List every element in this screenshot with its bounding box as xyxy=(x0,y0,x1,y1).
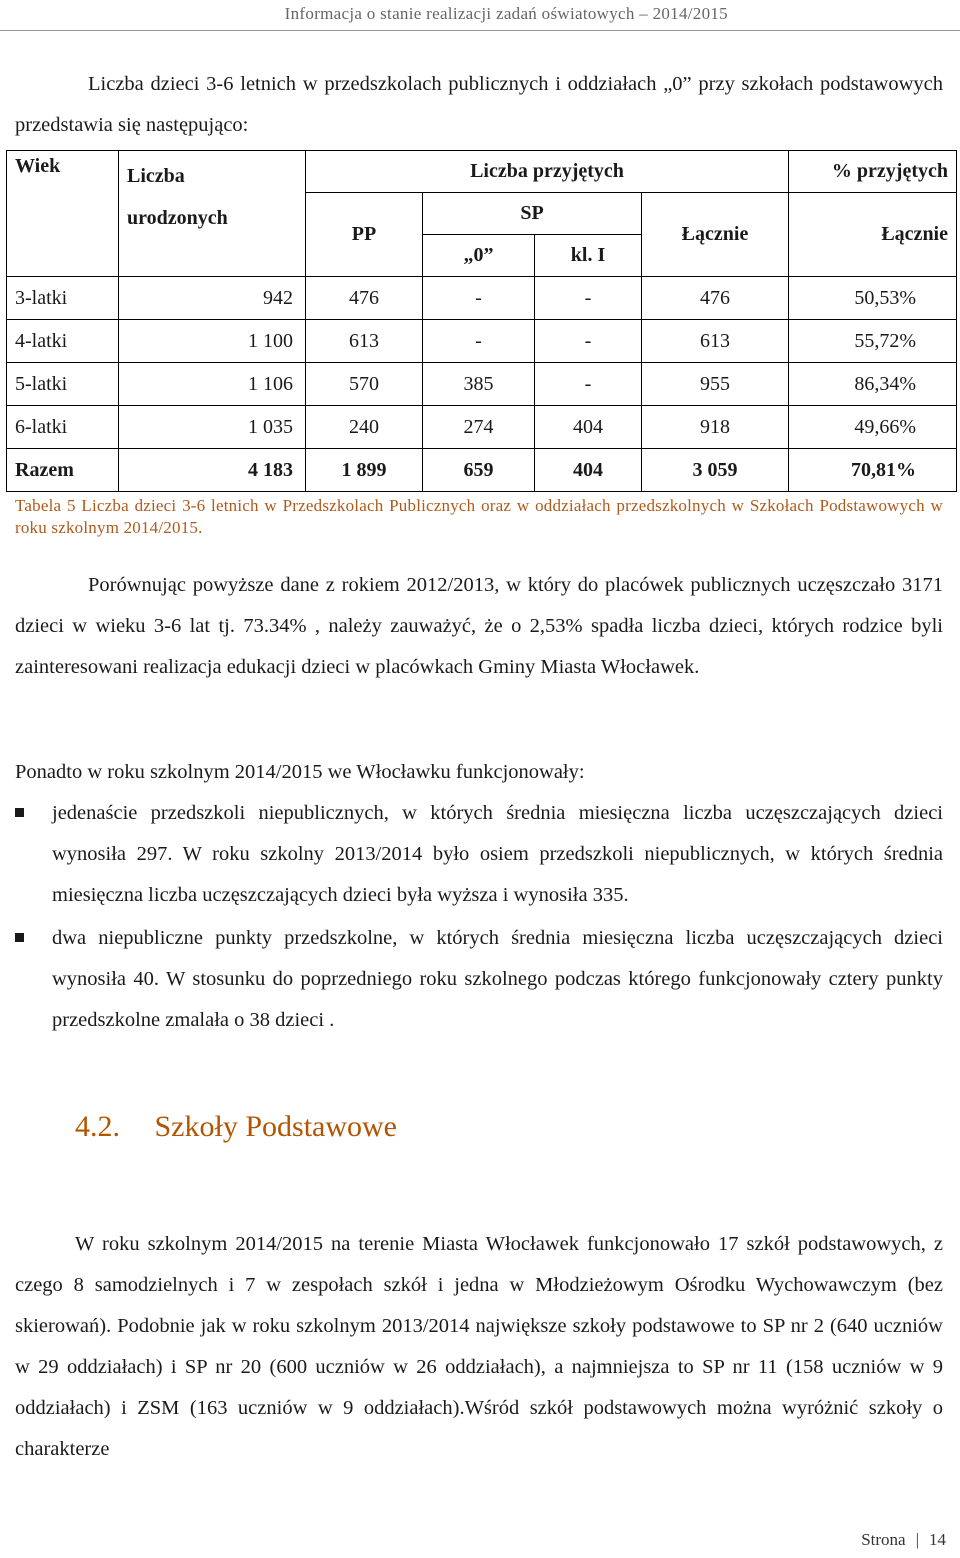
cell-zero: - xyxy=(423,320,535,363)
page-number: 14 xyxy=(929,1530,946,1549)
cell-total: 955 xyxy=(642,363,789,406)
table-row xyxy=(7,277,957,320)
header-admitted: Liczba przyjętych xyxy=(306,151,789,193)
header-divider xyxy=(0,30,960,31)
cell-age: 6-latki xyxy=(7,406,119,449)
header-total-percent: Łącznie xyxy=(789,193,957,277)
cell-age: 4-latki xyxy=(7,320,119,363)
cell-pp: 476 xyxy=(306,277,423,320)
cell-kl1: - xyxy=(535,363,642,406)
cell-percent: 50,53% xyxy=(789,277,957,320)
square-bullet-icon xyxy=(15,808,24,817)
cell-percent: 86,34% xyxy=(789,363,957,406)
bullet-text: dwa niepubliczne punkty przedszkolne, w których średnia miesięczna liczba uczęszczających dzieci wynosiła 40. W stosunku do poprzedniego roku szkolnego podczas którego funkcjonowały cztery punkty przedszkolne zmalała o 38 dzieci . xyxy=(52,927,943,1031)
header-age: Wiek xyxy=(7,151,119,277)
bullet-item xyxy=(15,918,943,1041)
table-row xyxy=(7,320,957,363)
header-zero: „0” xyxy=(423,235,535,277)
section-title: Szkoły Podstawowe xyxy=(154,1110,397,1143)
cell-total: 476 xyxy=(642,277,789,320)
additionally-paragraph: Ponadto w roku szkolnym 2014/2015 we Włocławku funkcjonowały: xyxy=(15,761,585,783)
comparison-paragraph: Porównując powyższe dane z rokiem 2012/2013, w który do placówek publicznych uczęszczało 3171 dzieci w wieku 3-6 lat tj. 73.34% , należy zauważyć, że o 2,53% spadła liczba dzieci, których rodzice byli zainteresowani realizacja edukacji dzieci w placówkach Gminy Miasta Włocławek. xyxy=(15,574,943,678)
table-total-row xyxy=(7,449,957,492)
bullet-list xyxy=(15,793,943,1043)
header-kl1: kl. I xyxy=(535,235,642,277)
header-sp: SP xyxy=(423,193,642,235)
cell-kl1: - xyxy=(535,277,642,320)
cell-age: Razem xyxy=(7,449,119,492)
cell-total: 3 059 xyxy=(642,449,789,492)
table-body xyxy=(7,277,957,492)
cell-births: 1 035 xyxy=(119,406,306,449)
cell-kl1: - xyxy=(535,320,642,363)
schools-paragraph: W roku szkolnym 2014/2015 na terenie Miasta Włocławek funkcjonowało 17 szkół podstawowych, z czego 8 samodzielnych i 7 w zespołach szkół i jedna w Młodzieżowym Ośrodku Wychowawczym (bez skierowań). Podobnie jak w roku szkolnym 2013/2014 największe szkoły podstawowe to SP nr 2 (640 uczniów w 29 oddziałach) i SP nr 20 (600 uczniów w 26 oddziałach), a najmniejsza to SP nr 11 (158 uczniów w 9 oddziałach) i ZSM (163 uczniów w 9 oddziałach).Wśród szkół podstawowych można wyróżnić szkoły o charakterze xyxy=(15,1233,943,1460)
table-row xyxy=(7,363,957,406)
header-births-line1: Liczba xyxy=(127,165,185,187)
cell-pp: 1 899 xyxy=(306,449,423,492)
cell-total: 918 xyxy=(642,406,789,449)
cell-zero: - xyxy=(423,277,535,320)
square-bullet-icon xyxy=(15,933,24,942)
bullet-item xyxy=(15,793,943,916)
cell-pp: 613 xyxy=(306,320,423,363)
document-title: Informacja o stanie realizacji zadań oświatowych – 2014/2015 xyxy=(284,4,728,23)
cell-percent: 70,81% xyxy=(789,449,957,492)
cell-percent: 55,72% xyxy=(789,320,957,363)
cell-zero: 385 xyxy=(423,363,535,406)
cell-births: 1 106 xyxy=(119,363,306,406)
cell-pp: 240 xyxy=(306,406,423,449)
header-births xyxy=(119,151,306,277)
cell-zero: 274 xyxy=(423,406,535,449)
cell-births: 942 xyxy=(119,277,306,320)
cell-age: 5-latki xyxy=(7,363,119,406)
header-births-line2: urodzonych xyxy=(127,207,228,229)
cell-age: 3-latki xyxy=(7,277,119,320)
cell-births: 4 183 xyxy=(119,449,306,492)
table-row xyxy=(7,406,957,449)
header-total: Łącznie xyxy=(642,193,789,277)
cell-kl1: 404 xyxy=(535,406,642,449)
header-pp: PP xyxy=(306,193,423,277)
children-table xyxy=(6,150,957,492)
table-caption: Tabela 5 Liczba dzieci 3-6 letnich w Przedszkolach Publicznych oraz w oddziałach przedszkolnych w Szkołach Podstawowych w roku szkolnym 2014/2015. xyxy=(15,496,943,537)
cell-percent: 49,66% xyxy=(789,406,957,449)
cell-zero: 659 xyxy=(423,449,535,492)
cell-births: 1 100 xyxy=(119,320,306,363)
footer-separator: | xyxy=(915,1530,919,1549)
section-number: 4.2. xyxy=(75,1110,120,1143)
intro-paragraph: Liczba dzieci 3-6 letnich w przedszkolach publicznych i oddziałach „0” przy szkołach podstawowych przedstawia się następująco: xyxy=(15,73,943,136)
cell-total: 613 xyxy=(642,320,789,363)
bullet-text: jedenaście przedszkoli niepublicznych, w których średnia miesięczna liczba uczęszczających dzieci wynosiła 297. W roku szkolny 2013/2014 było osiem przedszkoli niepublicznych, w których średnia miesięczna liczba uczęszczających dzieci była wyższa i wynosiła 335. xyxy=(52,802,943,906)
cell-pp: 570 xyxy=(306,363,423,406)
section-heading xyxy=(75,1110,397,1144)
page-footer xyxy=(861,1530,946,1550)
page-label: Strona xyxy=(861,1530,906,1549)
cell-kl1: 404 xyxy=(535,449,642,492)
header-percent: % przyjętych xyxy=(789,151,957,193)
